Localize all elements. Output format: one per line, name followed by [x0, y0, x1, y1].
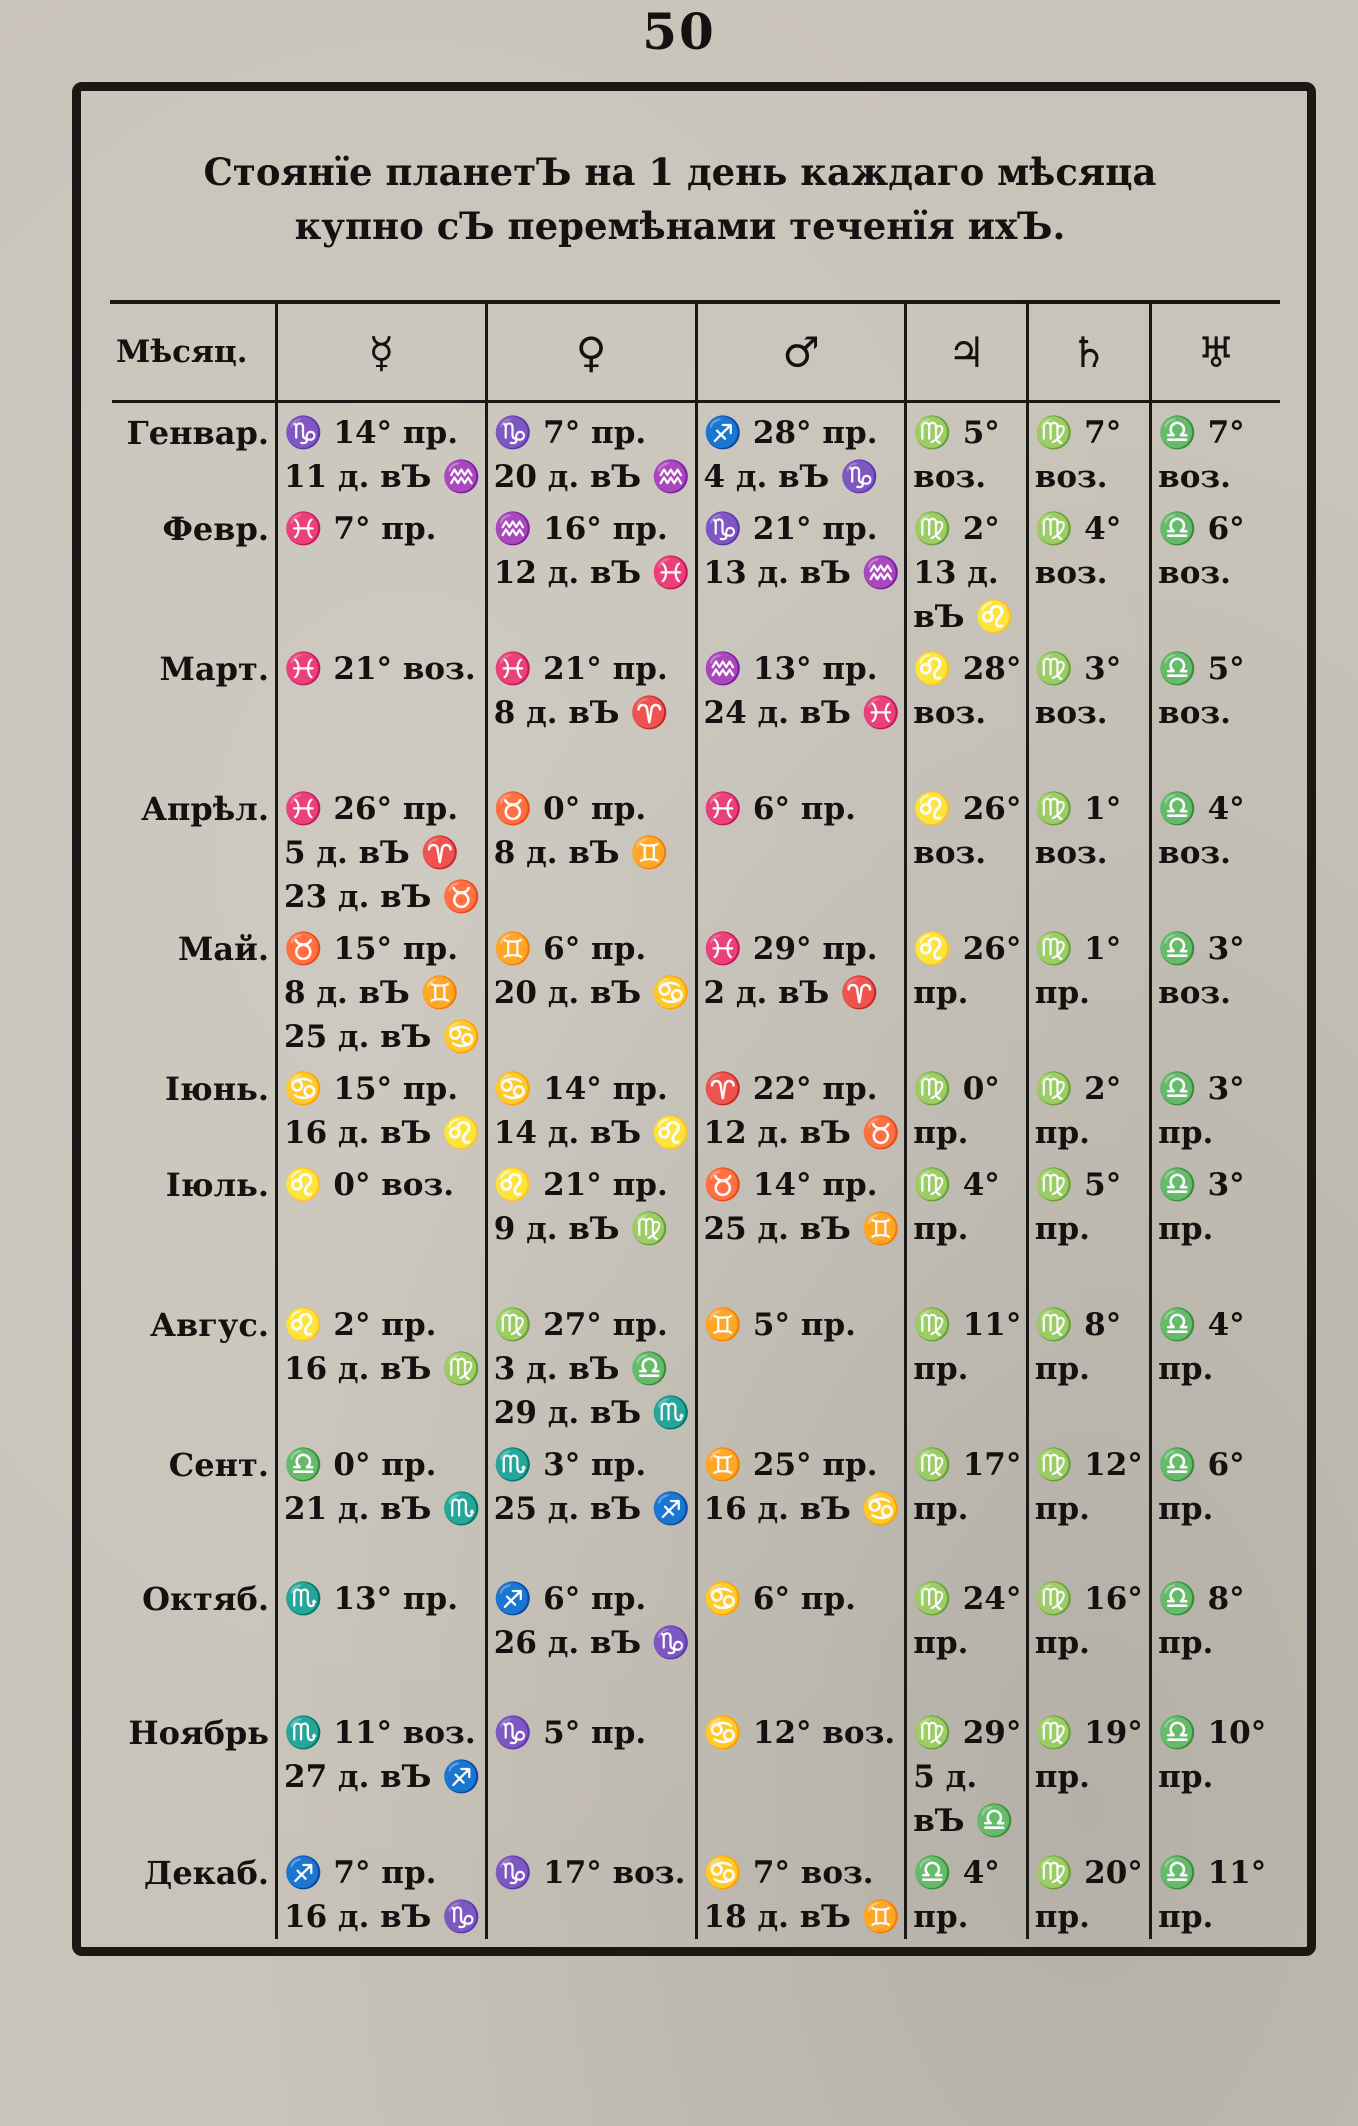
cell-line: ♍ 0°	[913, 1071, 1000, 1107]
jupiter-cell	[906, 1059, 1027, 1155]
cell-line: ♑ 21° пр.	[703, 511, 878, 547]
cell-line: пр.	[1158, 1491, 1214, 1527]
mars-cell	[696, 1843, 906, 1939]
saturn-cell	[1027, 1703, 1150, 1843]
cell-line: ♎ 4°	[1158, 1307, 1245, 1343]
jupiter-cell	[906, 499, 1027, 639]
saturn-cell	[1027, 639, 1150, 779]
mercury-cell	[277, 1843, 487, 1939]
month-cell: Декаб.	[143, 1854, 269, 1892]
cell-line: вЪ ♌	[913, 599, 1014, 635]
cell-line: пр.	[1158, 1625, 1214, 1661]
cell-line: 16 д. вЪ ♋	[703, 1491, 901, 1527]
title-line-2: купно сЪ перемѣнами теченїя ихЪ.	[294, 204, 1066, 248]
month-cell: Генвар.	[126, 414, 269, 452]
table-row	[112, 779, 1280, 919]
venus-cell	[486, 402, 696, 500]
mercury-cell	[277, 639, 487, 779]
header-row	[112, 304, 1280, 402]
uranus-cell	[1151, 1569, 1280, 1703]
cell-line: пр.	[1034, 1625, 1090, 1661]
cell-line: 18 д. вЪ ♊	[703, 1899, 901, 1935]
month-cell: Авгус.	[149, 1306, 269, 1344]
cell-line: пр.	[1034, 1899, 1090, 1935]
mars-column-header: ♂	[696, 304, 906, 402]
venus-column-header: ♀	[486, 304, 696, 402]
cell-line: пр.	[913, 1115, 969, 1151]
venus-cell	[486, 1295, 696, 1435]
cell-line: ♍ 5°	[1034, 1167, 1122, 1203]
mars-cell	[696, 1155, 906, 1295]
month-cell: Февр.	[162, 510, 269, 548]
cell-line: 26 д. вЪ ♑	[493, 1625, 691, 1661]
uranus-cell	[1151, 1295, 1280, 1435]
cell-line: воз.	[913, 459, 987, 495]
cell-line: воз.	[1034, 459, 1108, 495]
cell-line: ♋ 6° пр.	[703, 1581, 856, 1617]
month-column-header: Мѣсяц.	[112, 304, 277, 402]
cell-line: ♍ 27° пр.	[493, 1307, 668, 1343]
jupiter-cell	[906, 402, 1027, 500]
cell-line: 23 д. вЪ ♉	[284, 879, 481, 915]
cell-line: ♑ 5° пр.	[493, 1715, 647, 1751]
month-cell: Октяб.	[142, 1580, 269, 1618]
month-cell: Сент.	[168, 1446, 269, 1484]
mars-cell	[696, 639, 906, 779]
cell-line: 25 д. вЪ ♋	[284, 1019, 481, 1055]
cell-line: ♏ 3° пр.	[493, 1447, 647, 1483]
month-cell: Апрѣл.	[140, 790, 269, 828]
saturn-cell	[1027, 1843, 1150, 1939]
cell-line: 20 д. вЪ ♋	[493, 975, 691, 1011]
cell-line: ♐ 6° пр.	[493, 1581, 647, 1617]
cell-line: ♊ 5° пр.	[703, 1307, 856, 1343]
cell-line: 8 д. вЪ ♈	[493, 695, 669, 731]
cell-line: пр.	[913, 1625, 969, 1661]
cell-line: пр.	[1034, 1491, 1090, 1527]
venus-cell	[486, 499, 696, 639]
cell-line: ♒ 16° пр.	[493, 511, 668, 547]
cell-line: пр.	[1158, 1211, 1214, 1247]
cell-line: ♋ 14° пр.	[493, 1071, 668, 1107]
cell-line: 12 д. вЪ ♓	[493, 555, 691, 591]
cell-line: ♍ 16°	[1034, 1581, 1143, 1617]
mercury-cell	[277, 1295, 487, 1435]
cell-line: воз.	[913, 835, 987, 871]
mars-cell	[696, 1295, 906, 1435]
cell-line: воз.	[1158, 459, 1231, 495]
cell-line: пр.	[913, 1491, 969, 1527]
uranus-cell	[1151, 639, 1280, 779]
cell-line: ♎ 3°	[1158, 931, 1245, 967]
cell-line: ♍ 11°	[913, 1307, 1022, 1343]
cell-line: 25 д. вЪ ♐	[493, 1491, 691, 1527]
venus-cell	[486, 1703, 696, 1843]
table-row	[112, 1569, 1280, 1703]
cell-line: 27 д. вЪ ♐	[284, 1759, 481, 1795]
cell-line: ♎ 10°	[1158, 1715, 1267, 1751]
jupiter-cell	[906, 1569, 1027, 1703]
cell-line: воз.	[1034, 835, 1108, 871]
cell-line: ♌ 26°	[913, 791, 1022, 827]
cell-line: воз.	[1034, 695, 1108, 731]
cell-line: ♒ 13° пр.	[703, 651, 878, 687]
cell-line: 2 д. вЪ ♈	[703, 975, 879, 1011]
cell-line: ♍ 4°	[1034, 511, 1122, 547]
cell-line: 13 д.	[913, 555, 999, 591]
cell-line: 5 д. вЪ ♈	[284, 835, 460, 871]
cell-line: ♌ 28°	[913, 651, 1022, 687]
cell-line: ♓ 6° пр.	[703, 791, 856, 827]
cell-line: ♍ 8°	[1034, 1307, 1122, 1343]
cell-line: 11 д. вЪ ♒	[284, 459, 481, 495]
cell-line: 20 д. вЪ ♒	[493, 459, 691, 495]
cell-line: ♍ 24°	[913, 1581, 1022, 1617]
cell-line: пр.	[1158, 1759, 1214, 1795]
cell-line: 4 д. вЪ ♑	[703, 459, 879, 495]
cell-line: ♍ 2°	[913, 511, 1000, 547]
uranus-cell	[1151, 1059, 1280, 1155]
cell-line: пр.	[913, 1211, 969, 1247]
mercury-cell	[277, 1155, 487, 1295]
saturn-column-header: ♄	[1027, 304, 1150, 402]
table-row	[112, 402, 1280, 500]
month-cell: Iюль.	[165, 1166, 269, 1204]
cell-line: ♐ 28° пр.	[703, 415, 878, 451]
cell-line: пр.	[1158, 1899, 1214, 1935]
cell-line: ♋ 7° воз.	[703, 1855, 874, 1891]
uranus-cell	[1151, 499, 1280, 639]
cell-line: ♉ 14° пр.	[703, 1167, 878, 1203]
table-row	[112, 1843, 1280, 1939]
cell-line: пр.	[1158, 1351, 1214, 1387]
cell-line: ♏ 11° воз.	[284, 1715, 476, 1751]
venus-cell	[486, 919, 696, 1059]
venus-cell	[486, 779, 696, 919]
cell-line: пр.	[913, 975, 969, 1011]
mars-cell	[696, 499, 906, 639]
month-cell: Iюнь.	[164, 1070, 269, 1108]
cell-line: ♉ 15° пр.	[284, 931, 458, 967]
mars-cell	[696, 919, 906, 1059]
cell-line: ♌ 21° пр.	[493, 1167, 668, 1203]
month-cell: Март.	[159, 650, 269, 688]
mars-cell	[696, 1703, 906, 1843]
cell-line: 5 д.	[913, 1759, 978, 1795]
jupiter-cell	[906, 919, 1027, 1059]
cell-line: ♎ 8°	[1158, 1581, 1245, 1617]
uranus-cell	[1151, 919, 1280, 1059]
venus-cell	[486, 1059, 696, 1155]
cell-line: ♓ 7° пр.	[284, 511, 437, 547]
mercury-cell	[277, 1435, 487, 1569]
table-row	[112, 1703, 1280, 1843]
cell-line: ♎ 5°	[1158, 651, 1245, 687]
mercury-cell	[277, 1569, 487, 1703]
uranus-cell	[1151, 779, 1280, 919]
saturn-cell	[1027, 1435, 1150, 1569]
cell-line: пр.	[1034, 1351, 1090, 1387]
cell-line: ♎ 6°	[1158, 1447, 1245, 1483]
cell-line: ♎ 11°	[1158, 1855, 1267, 1891]
mercury-cell	[277, 919, 487, 1059]
uranus-cell	[1151, 1435, 1280, 1569]
cell-line: ♊ 6° пр.	[493, 931, 647, 967]
cell-line: ♍ 17°	[913, 1447, 1022, 1483]
cell-line: ♍ 20°	[1034, 1855, 1143, 1891]
uranus-cell	[1151, 1703, 1280, 1843]
cell-line: ♓ 21° пр.	[493, 651, 668, 687]
mars-cell	[696, 1059, 906, 1155]
month-cell: Ноябрь	[128, 1714, 269, 1752]
cell-line: ♎ 4°	[913, 1855, 1000, 1891]
cell-line: 16 д. вЪ ♑	[284, 1899, 481, 1935]
jupiter-cell	[906, 639, 1027, 779]
cell-line: 8 д. вЪ ♊	[493, 835, 669, 871]
table-row	[112, 1295, 1280, 1435]
cell-line: ♑ 17° воз.	[493, 1855, 686, 1891]
cell-line: ♍ 7°	[1034, 415, 1122, 451]
cell-line: ♈ 22° пр.	[703, 1071, 878, 1107]
cell-line: ♎ 0° пр.	[284, 1447, 437, 1483]
mercury-cell	[277, 499, 487, 639]
cell-line: ♍ 1°	[1034, 931, 1122, 967]
uranus-column-header: ♅	[1151, 304, 1280, 402]
month-cell: Май.	[177, 930, 269, 968]
uranus-cell	[1151, 1843, 1280, 1939]
saturn-cell	[1027, 919, 1150, 1059]
jupiter-cell	[906, 1435, 1027, 1569]
cell-line: 14 д. вЪ ♌	[493, 1115, 691, 1151]
cell-line: 21 д. вЪ ♏	[284, 1491, 481, 1527]
cell-line: ♓ 21° воз.	[284, 651, 476, 687]
cell-line: ♌ 0° воз.	[284, 1167, 455, 1203]
uranus-cell	[1151, 1155, 1280, 1295]
ephemeris-table	[112, 304, 1280, 1939]
cell-line: ♏ 13° пр.	[284, 1581, 458, 1617]
venus-cell	[486, 1843, 696, 1939]
saturn-cell	[1027, 1059, 1150, 1155]
saturn-cell	[1027, 1569, 1150, 1703]
cell-line: ♍ 12°	[1034, 1447, 1143, 1483]
cell-line: воз.	[1158, 835, 1231, 871]
cell-line: пр.	[1034, 1759, 1090, 1795]
saturn-cell	[1027, 499, 1150, 639]
cell-line: воз.	[1158, 975, 1231, 1011]
mercury-cell	[277, 1059, 487, 1155]
cell-line: 29 д. вЪ ♏	[493, 1395, 691, 1431]
cell-line: 12 д. вЪ ♉	[703, 1115, 901, 1151]
uranus-cell	[1151, 402, 1280, 500]
table-row	[112, 499, 1280, 639]
cell-line: ♓ 26° пр.	[284, 791, 458, 827]
cell-line: ♎ 6°	[1158, 511, 1245, 547]
cell-line: ♎ 4°	[1158, 791, 1245, 827]
cell-line: ♍ 1°	[1034, 791, 1122, 827]
saturn-cell	[1027, 402, 1150, 500]
cell-line: 13 д. вЪ ♒	[703, 555, 901, 591]
cell-line: ♎ 3°	[1158, 1071, 1245, 1107]
cell-line: воз.	[1034, 555, 1108, 591]
cell-line: пр.	[1034, 1211, 1090, 1247]
table-row	[112, 639, 1280, 779]
page-number: 50	[642, 2, 716, 61]
title-line-1: Стоянїе планетЪ на 1 день каждаго мѣсяца	[203, 150, 1157, 194]
venus-cell	[486, 639, 696, 779]
cell-line: ♍ 4°	[913, 1167, 1000, 1203]
saturn-cell	[1027, 1295, 1150, 1435]
cell-line: 24 д. вЪ ♓	[703, 695, 901, 731]
cell-line: 8 д. вЪ ♊	[284, 975, 460, 1011]
cell-line: ♍ 19°	[1034, 1715, 1143, 1751]
mars-cell	[696, 1569, 906, 1703]
cell-line: ♋ 12° воз.	[703, 1715, 896, 1751]
cell-line: ♑ 14° пр.	[284, 415, 458, 451]
jupiter-cell	[906, 1155, 1027, 1295]
cell-line: ♎ 3°	[1158, 1167, 1245, 1203]
table-row	[112, 1155, 1280, 1295]
jupiter-cell	[906, 1703, 1027, 1843]
cell-line: воз.	[1158, 555, 1231, 591]
saturn-cell	[1027, 1155, 1150, 1295]
cell-line: ♓ 29° пр.	[703, 931, 878, 967]
table-row	[112, 919, 1280, 1059]
mars-cell	[696, 779, 906, 919]
cell-line: воз.	[1158, 695, 1231, 731]
jupiter-column-header: ♃	[906, 304, 1027, 402]
cell-line: 25 д. вЪ ♊	[703, 1211, 901, 1247]
venus-cell	[486, 1155, 696, 1295]
cell-line: ♍ 2°	[1034, 1071, 1122, 1107]
cell-line: ♍ 3°	[1034, 651, 1122, 687]
cell-line: ♌ 26°	[913, 931, 1022, 967]
cell-line: ♍ 5°	[913, 415, 1000, 451]
cell-line: пр.	[913, 1899, 969, 1935]
cell-line: ♑ 7° пр.	[493, 415, 647, 451]
cell-line: вЪ ♎	[913, 1803, 1014, 1839]
cell-line: ♍ 29°	[913, 1715, 1022, 1751]
cell-line: пр.	[1034, 1115, 1090, 1151]
mars-cell	[696, 402, 906, 500]
mercury-cell	[277, 779, 487, 919]
jupiter-cell	[906, 1295, 1027, 1435]
table-title	[100, 145, 1260, 253]
table-row	[112, 1435, 1280, 1569]
cell-line: 3 д. вЪ ♎	[493, 1351, 669, 1387]
venus-cell	[486, 1435, 696, 1569]
cell-line: 16 д. вЪ ♌	[284, 1115, 481, 1151]
cell-line: ♌ 2° пр.	[284, 1307, 437, 1343]
jupiter-cell	[906, 779, 1027, 919]
mars-cell	[696, 1435, 906, 1569]
cell-line: ♉ 0° пр.	[493, 791, 647, 827]
cell-line: 9 д. вЪ ♍	[493, 1211, 669, 1247]
mercury-cell	[277, 1703, 487, 1843]
venus-cell	[486, 1569, 696, 1703]
cell-line: 16 д. вЪ ♍	[284, 1351, 481, 1387]
mercury-cell	[277, 402, 487, 500]
cell-line: ♊ 25° пр.	[703, 1447, 878, 1483]
cell-line: пр.	[913, 1351, 969, 1387]
cell-line: пр.	[1034, 975, 1090, 1011]
cell-line: пр.	[1158, 1115, 1214, 1151]
mercury-column-header: ☿	[277, 304, 487, 402]
cell-line: ♐ 7° пр.	[284, 1855, 437, 1891]
cell-line: ♎ 7°	[1158, 415, 1245, 451]
cell-line: воз.	[913, 695, 987, 731]
table-row	[112, 1059, 1280, 1155]
cell-line: ♋ 15° пр.	[284, 1071, 458, 1107]
saturn-cell	[1027, 779, 1150, 919]
jupiter-cell	[906, 1843, 1027, 1939]
